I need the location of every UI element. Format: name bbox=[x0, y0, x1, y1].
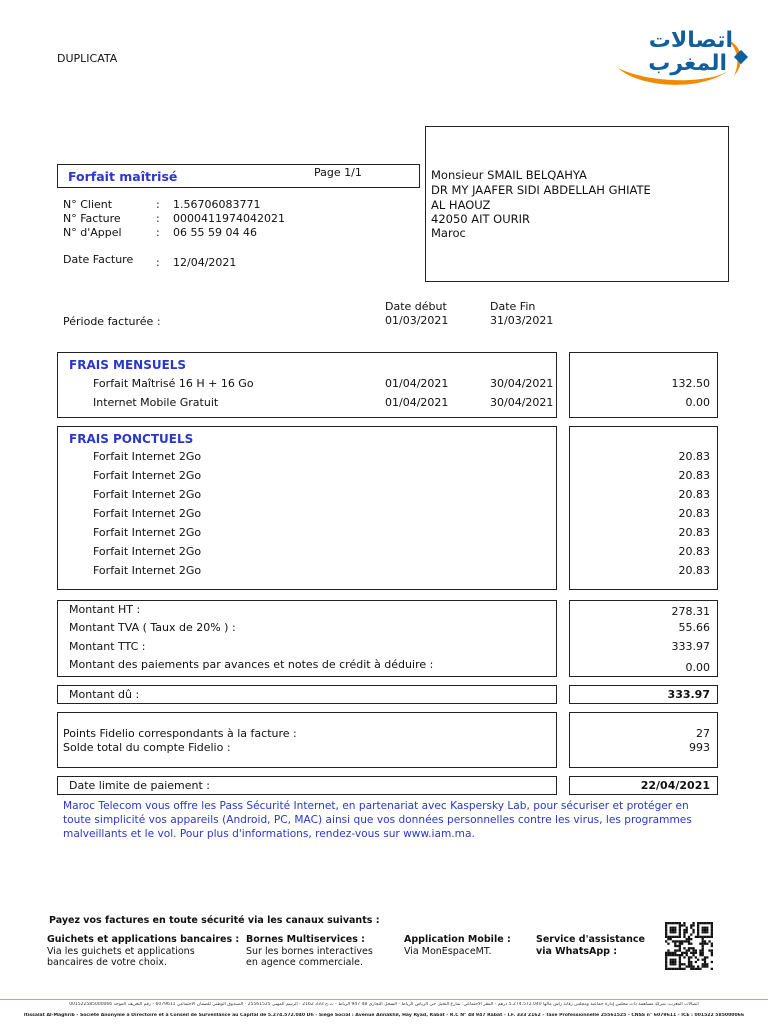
mensuel-row-amount: 0.00 bbox=[685, 396, 710, 409]
montant-du-value: 333.97 bbox=[667, 688, 710, 701]
address-line-region: AL HAOUZ bbox=[431, 198, 491, 212]
footer-arabic-legal: اتصالات المغرب، شركة مساهمة ذات مجلس إدارة جماعية ومجلس رقابة رأس مالها 5.274.572.040 درهم - المقر الاجتماعي: شارع النخيل حي الرياض الرباط - السجل التجاري 48 947 الرباط - ت.ج 333 2162 - الرسم المهني 25561525 - الصندوق الوطني للضمان الاجتماعي 6079611 - رقم التعريف الموحد 001522585000066 bbox=[69, 1002, 699, 1007]
fidelio-points-value: 27 bbox=[696, 727, 710, 740]
page-indicator: Page 1/1 bbox=[314, 166, 362, 179]
qr-code-icon bbox=[664, 922, 714, 970]
channel-whatsapp-line2: via WhatsApp : bbox=[536, 946, 618, 957]
montant-du-amount-box bbox=[569, 685, 718, 704]
mensuel-row-label: Internet Mobile Gratuit bbox=[93, 396, 219, 409]
fidelio-points-label: Points Fidelio correspondants à la facture : bbox=[63, 727, 297, 740]
channel-mobile-app bbox=[404, 934, 511, 957]
invoice-date-label: Date Facture bbox=[63, 253, 134, 266]
deadline-value: 22/04/2021 bbox=[640, 779, 710, 792]
address-box bbox=[425, 126, 729, 282]
invoice-title-box bbox=[57, 164, 420, 188]
mensuel-row-label: Forfait Maîtrisé 16 H + 16 Go bbox=[93, 377, 254, 390]
ponctuel-row-label: Forfait Internet 2Go bbox=[93, 545, 202, 558]
ponctuel-row-amount: 20.83 bbox=[678, 469, 710, 482]
appel-colon: : bbox=[156, 226, 160, 239]
appel-number-label: N° d'Appel bbox=[63, 226, 122, 239]
channel-banks-line2: bancaires de votre choix. bbox=[47, 957, 168, 968]
avances-value: 0.00 bbox=[685, 661, 710, 674]
montant-tva-label: Montant TVA ( Taux de 20% ) : bbox=[69, 621, 236, 634]
mensuel-row-start: 01/04/2021 bbox=[385, 396, 449, 409]
channel-kiosks-line2: en agence commerciale. bbox=[246, 957, 363, 968]
ponctuel-row-label: Forfait Internet 2Go bbox=[93, 564, 202, 577]
channel-banks bbox=[47, 934, 239, 969]
deadline-label-box bbox=[57, 776, 557, 795]
ponctuel-row-amount: 20.83 bbox=[678, 526, 710, 539]
ponctuel-row-amount: 20.83 bbox=[678, 450, 710, 463]
montant-ttc-label: Montant TTC : bbox=[69, 640, 146, 653]
ponctuel-row-label: Forfait Internet 2Go bbox=[93, 507, 202, 520]
facture-colon: : bbox=[156, 212, 160, 225]
montant-tva-value: 55.66 bbox=[678, 621, 710, 634]
period-start-label: Date début bbox=[385, 300, 447, 313]
frais-mensuels-title: FRAIS MENSUELS bbox=[69, 358, 187, 372]
channel-kiosks-line1: Sur les bornes interactives bbox=[246, 945, 373, 957]
montant-ttc-value: 333.97 bbox=[671, 640, 710, 653]
channels-title: Payez vos factures en toute sécurité via les canaux suivants : bbox=[49, 915, 380, 926]
invoice-title: Forfait maîtrisé bbox=[68, 169, 178, 184]
ponctuel-row-label: Forfait Internet 2Go bbox=[93, 450, 202, 463]
mensuel-row-end: 30/04/2021 bbox=[490, 396, 554, 409]
ponctuel-row-amount: 20.83 bbox=[678, 507, 710, 520]
address-line-street: DR MY JAAFER SIDI ABDELLAH GHIATE bbox=[431, 183, 651, 197]
channel-whatsapp-title: Service d'assistance bbox=[536, 934, 645, 945]
deadline-label: Date limite de paiement : bbox=[69, 779, 211, 792]
channel-kiosks bbox=[246, 934, 373, 969]
montant-ht-label: Montant HT : bbox=[69, 603, 141, 616]
address-line-city: 42050 AIT OURIR bbox=[431, 212, 531, 226]
promo-line-1: Maroc Telecom vous offre les Pass Sécurité Internet, en partenariat avec Kaspersky Lab, pour sécuriser et protéger en bbox=[63, 800, 689, 812]
invoice-date-value: 12/04/2021 bbox=[173, 256, 237, 269]
period-end-label: Date Fin bbox=[490, 300, 536, 313]
period-end-value: 31/03/2021 bbox=[490, 314, 554, 327]
facture-number-label: N° Facture bbox=[63, 212, 121, 225]
fidelio-solde-value: 993 bbox=[689, 741, 710, 754]
footer-rule bbox=[0, 999, 768, 1000]
channel-whatsapp bbox=[536, 934, 645, 958]
address-line-country: Maroc bbox=[431, 226, 466, 240]
montant-du-label: Montant dû : bbox=[69, 688, 140, 701]
mensuel-row-end: 30/04/2021 bbox=[490, 377, 554, 390]
channel-kiosks-title: Bornes Multiservices : bbox=[246, 934, 365, 945]
promo-line-2: toute simplicité vos appareils (Android, PC, MAC) ainsi que vos données personnelles contre les virus, les programmes bbox=[63, 814, 692, 826]
channel-mobile-app-title: Application Mobile : bbox=[404, 934, 511, 945]
whatsapp-qr-code bbox=[664, 922, 714, 970]
ponctuel-row-label: Forfait Internet 2Go bbox=[93, 526, 202, 539]
channel-banks-line1: Via les guichets et applications bbox=[47, 945, 195, 957]
avances-label: Montant des paiements par avances et notes de crédit à déduire : bbox=[69, 658, 434, 671]
channel-banks-title: Guichets et applications bancaires : bbox=[47, 934, 240, 945]
mensuel-row-amount: 132.50 bbox=[671, 377, 710, 390]
promo-text bbox=[63, 799, 711, 841]
mensuel-row-start: 01/04/2021 bbox=[385, 377, 449, 390]
invoice-date-colon: : bbox=[156, 256, 160, 269]
maroc-telecom-logo bbox=[610, 24, 755, 92]
montant-ht-value: 278.31 bbox=[671, 605, 710, 618]
ponctuel-row-amount: 20.83 bbox=[678, 545, 710, 558]
period-label: Période facturée : bbox=[63, 315, 161, 328]
client-number-value: 1.56706083771 bbox=[173, 198, 261, 211]
ponctuel-row-amount: 20.83 bbox=[678, 564, 710, 577]
logo-arabic-line2: المغرب bbox=[648, 51, 727, 76]
appel-number-value: 06 55 59 04 46 bbox=[173, 226, 257, 239]
facture-number-value: 0000411974042021 bbox=[173, 212, 285, 225]
channel-mobile-app-line1: Via MonEspaceMT. bbox=[404, 945, 492, 957]
fidelio-solde-label: Solde total du compte Fidelio : bbox=[63, 741, 231, 754]
period-start-value: 01/03/2021 bbox=[385, 314, 449, 327]
ponctuel-row-label: Forfait Internet 2Go bbox=[93, 469, 202, 482]
client-number-label: N° Client bbox=[63, 198, 113, 211]
deadline-amount-box bbox=[569, 776, 718, 795]
fidelio-label-box bbox=[57, 712, 557, 768]
duplicata-label: DUPLICATA bbox=[57, 52, 118, 65]
address-line-name: Monsieur SMAIL BELQAHYA bbox=[431, 168, 587, 182]
footer-french-legal: Itissalat Al-Maghrib - Société Anonyme à Directoire et à Conseil de Surveillance au Capital de 5.274.572.040 Dh - Siège Social : Avenue Annakhil, Hay Ryad, Rabat - R.C N° 48 947 Rabat - I.F. 333 2162 - Taxe Professionnelle 25561525 - CNSS n° 6079611 - ICE : 001522 585000066 bbox=[23, 1013, 745, 1018]
montant-du-label-box bbox=[57, 685, 557, 704]
promo-line-3: malveillants et le vol. Pour plus d'informations, rendez-vous sur www.iam.ma. bbox=[63, 828, 475, 840]
frais-ponctuels-title: FRAIS PONCTUELS bbox=[69, 432, 194, 446]
client-colon: : bbox=[156, 198, 160, 211]
logo-arabic-line1: اتصالات bbox=[648, 28, 733, 53]
ponctuel-row-amount: 20.83 bbox=[678, 488, 710, 501]
ponctuel-row-label: Forfait Internet 2Go bbox=[93, 488, 202, 501]
fidelio-amount-box bbox=[569, 712, 718, 768]
